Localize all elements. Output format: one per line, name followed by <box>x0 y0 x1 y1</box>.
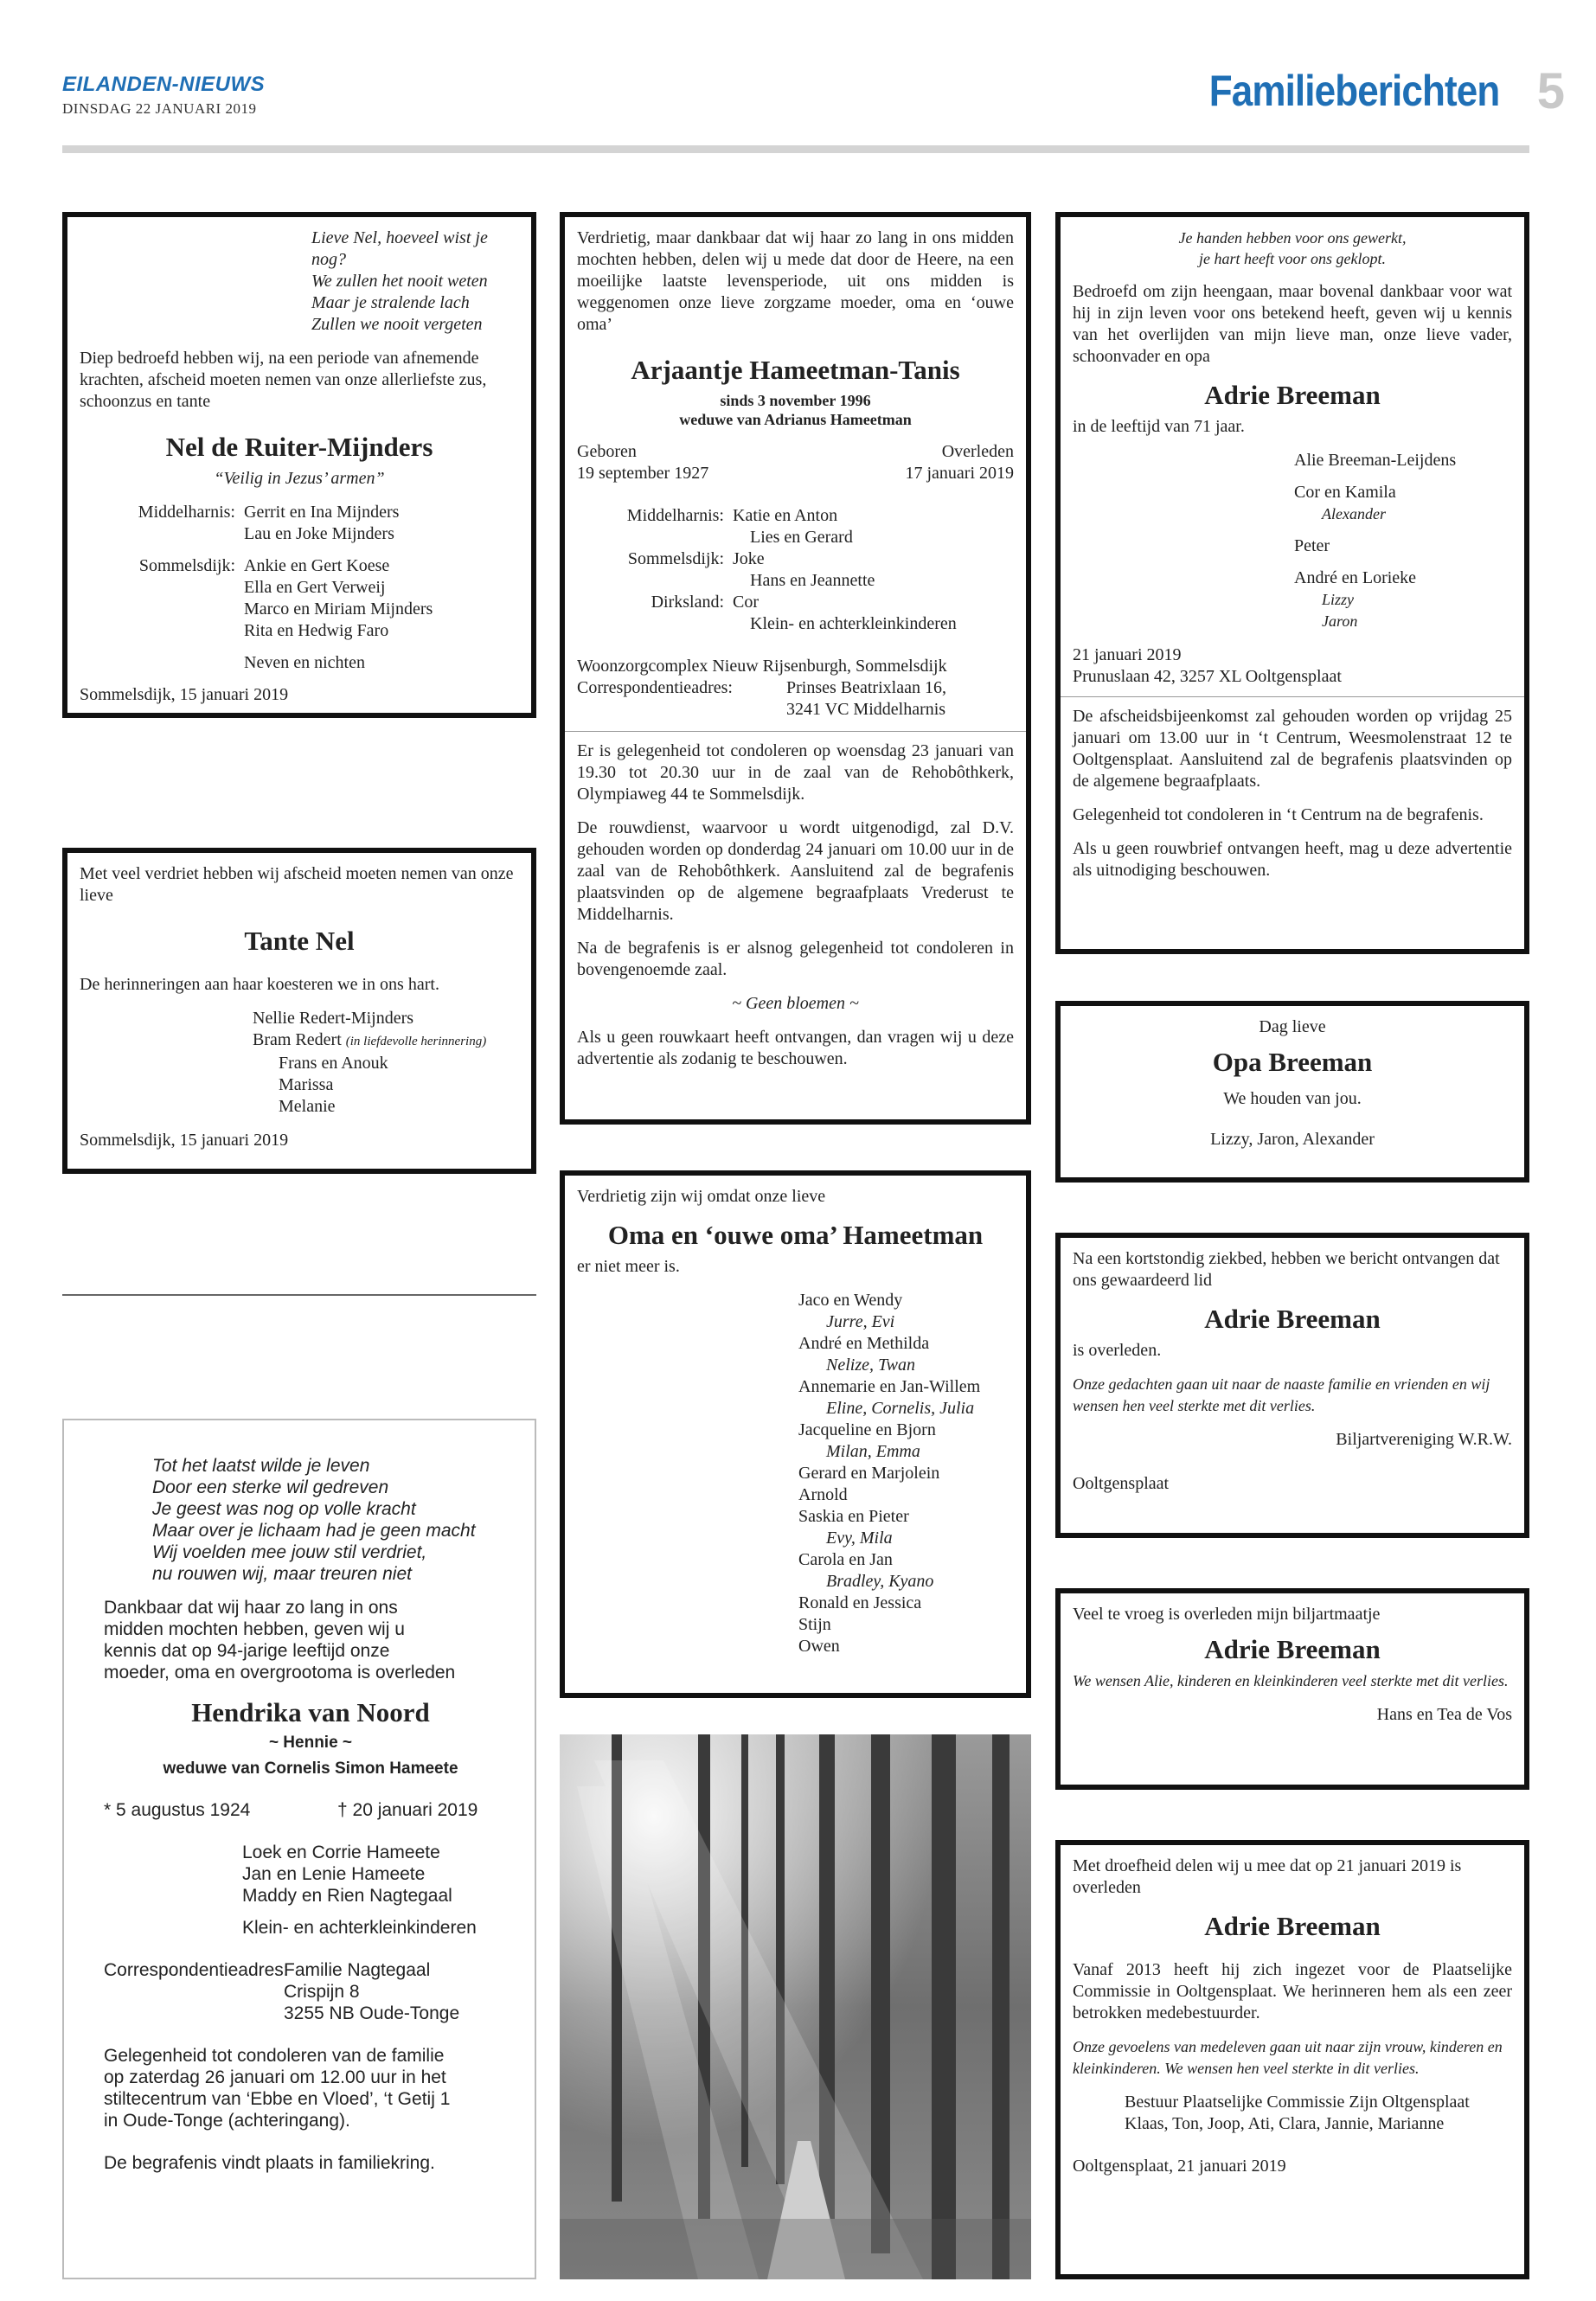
poem <box>311 228 519 336</box>
birth-date: 19 september 1927 <box>577 464 709 483</box>
family-name: Cor en Kamila <box>1294 483 1396 502</box>
service-text: De rouwdienst, waarvoor u wordt uitgenodigd, zal D.V. gehouden worden op donderdag 24 januari om 10.00 uur in de zaal van de Rehobôthkerk. Aansluitend zal de begrafenis plaatsvinden op de algemene begraafplaats Vrederust te Middelharnis. <box>577 818 1014 924</box>
poem-line: Zullen we nooit vergeten <box>311 315 483 334</box>
intro-line: midden mochten hebben, geven wij u <box>104 1619 405 1639</box>
signatories <box>1125 2092 1512 2135</box>
place-label: Dirksland: <box>651 593 724 612</box>
family-group <box>577 592 1014 635</box>
status-line: er niet meer is. <box>577 1257 680 1276</box>
grandchild-names: Jurre, Evi <box>826 1312 895 1331</box>
signatory: Frans en Anouk <box>279 1054 388 1073</box>
notice-nel-de-ruiter <box>62 212 536 718</box>
intro-text: Na een kortstondig ziekbed, hebben we bericht ontvangen dat ons gewaardeerd lid <box>1073 1249 1500 1290</box>
intro-text: Verdrietig zijn wij omdat onze lieve <box>577 1187 826 1206</box>
poem <box>152 1455 517 1585</box>
family-name: Jacqueline en Bjorn <box>798 1420 936 1439</box>
signatory-name: Bram Redert <box>253 1030 342 1049</box>
condole-line: op zaterdag 26 januari om 12.00 uur in het <box>104 2067 446 2087</box>
feelings-text: Onze gevoelens van medeleven gaan uit naar zijn vrouw, kinderen en kleinkinderen. We wensen hen veel sterkte in dit verlies. <box>1073 2038 1503 2077</box>
family-name: Jaco en Wendy <box>798 1291 903 1310</box>
notice-footer: Sommelsdijk, 15 januari 2019 <box>80 685 289 704</box>
family-group <box>80 502 519 545</box>
poem-line: Maar je stralende lach <box>311 293 470 312</box>
tribute-text: Vanaf 2013 heeft hij zich ingezet voor de Plaatselijke Commissie in Ooltgensplaat. We herinneren hem als een zeer betrokken medebestuurder. <box>1073 1960 1512 2022</box>
family-list <box>242 1842 517 1939</box>
family-name: Katie en Anton <box>733 506 838 525</box>
column-divider <box>62 1294 536 1296</box>
family-list <box>1294 450 1512 632</box>
card-text: Als u geen rouwbrief ontvangen heeft, mag u deze advertentie als uitnodiging beschouwen. <box>1073 839 1512 880</box>
place-label: Middelharnis: <box>138 503 235 522</box>
corr-line: 3255 NB Oude-Tonge <box>284 2003 460 2023</box>
life-dates <box>577 441 1014 484</box>
died-label: Overleden <box>941 442 1014 461</box>
signatories <box>253 1008 519 1118</box>
correspondence <box>577 677 1014 721</box>
notice-adrie-breeman-maatje <box>1055 1588 1529 1790</box>
signatory-note: (in liefdevolle herinnering) <box>345 1035 487 1048</box>
since-line: sinds 3 november 1996 <box>720 392 871 409</box>
signatories: Lizzy, Jaron, Alexander <box>1210 1130 1375 1149</box>
corr-label: Correspondentieadres: <box>577 678 733 697</box>
family-extra: Neven en nichten <box>244 653 365 672</box>
no-flowers: ~ Geen bloemen ~ <box>732 994 859 1013</box>
deceased-name: Opa Breeman <box>1212 1047 1373 1077</box>
deceased-name: Arjaantje Hameetman-Tanis <box>631 355 960 385</box>
grandchild-name: Lizzy <box>1322 591 1355 608</box>
signatory: Nellie Redert-Mijnders <box>253 1009 414 1028</box>
family-name: Cor <box>733 593 759 612</box>
family-name: Loek en Corrie Hameete <box>242 1843 440 1862</box>
family-name: Lies en Gerard <box>750 528 853 547</box>
notice-oma-hameetman <box>560 1170 1031 1698</box>
grandchild-names: Nelize, Twan <box>826 1356 915 1375</box>
intro-text: Verdrietig, maar dankbaar dat wij haar zo lang in ons midden mochten hebben, delen wij u mede dat door de Heere, na een moeilijke laatste levensperiode, uit ons midden is weggenomen onze lieve zorgzame moeder, oma en ‘ouwe oma’ <box>577 228 1014 334</box>
place-label: Sommelsdijk: <box>627 549 724 568</box>
deceased-name: Adrie Breeman <box>1204 1911 1381 1941</box>
widow-of: weduwe van Cornelis Simon Hameete <box>163 1759 458 1778</box>
page-number: 5 <box>1536 63 1565 119</box>
place-label: Middelharnis: <box>626 506 724 525</box>
grandchildren-list <box>798 1290 1014 1657</box>
poem-line: Maar over je lichaam had je geen macht <box>152 1521 476 1541</box>
family-name: Annemarie en Jan-Willem <box>798 1377 981 1396</box>
correspondence <box>104 1959 517 2024</box>
life-dates <box>104 1799 517 1821</box>
family-name: André en Methilda <box>798 1334 930 1353</box>
intro-line: kennis dat op 94-jarige leeftijd onze <box>104 1641 390 1661</box>
family-group <box>577 505 1014 548</box>
poem-line: Je handen hebben voor ons gewerkt, <box>1178 229 1407 247</box>
header-rule <box>62 145 1529 153</box>
intro-text: Bedroefd om zijn heengaan, maar bovenal dankbaar voor wat hij in zijn leven voor ons betekend heeft, geven wij u kennis van het overlijden van mijn lieve man, onze lieve vader, schoonvader en opa <box>1073 282 1512 366</box>
family-name: Stijn <box>798 1615 831 1634</box>
poem-line: We zullen het nooit weten <box>311 272 488 291</box>
family-name: Maddy en Rien Nagtegaal <box>242 1886 452 1906</box>
grandchild-names: Bradley, Kyano <box>826 1572 934 1591</box>
notice-adrie-breeman-family <box>1055 212 1529 954</box>
masthead-logo: EILANDEN-NIEUWS <box>62 73 266 96</box>
intro-text: Met droefheid delen wij u mee dat op 21 januari 2019 is overleden <box>1073 1856 1462 1897</box>
memory-line: De herinneringen aan haar koesteren we in ons hart. <box>80 975 439 994</box>
signatory: Hans en Tea de Vos <box>1376 1705 1512 1724</box>
family-group <box>577 548 1014 592</box>
poem-line: je hart heeft voor ons geklopt. <box>1199 250 1386 267</box>
motto: “Veilig in Jezus’ armen” <box>214 469 385 488</box>
deceased-name: Oma en ‘ouwe oma’ Hameetman <box>607 1220 984 1250</box>
condolence-text: Gelegenheid tot condoleren in ‘t Centrum na de begrafenis. <box>1073 805 1484 824</box>
deceased-name: Adrie Breeman <box>1204 1304 1381 1334</box>
death-date: † 20 januari 2019 <box>337 1800 478 1820</box>
family-name: Gerrit en Ina Mijnders <box>244 503 400 522</box>
corr-line: Prinses Beatrixlaan 16, <box>786 678 946 697</box>
family-name: Jan en Lenie Hameete <box>242 1864 426 1884</box>
poem-line: Wij voelden mee jouw stil verdriet, <box>152 1542 427 1562</box>
death-date: 17 januari 2019 <box>905 464 1014 483</box>
family-name: Lau en Joke Mijnders <box>244 524 394 543</box>
poem-line: Tot het laatst wilde je leven <box>152 1456 370 1476</box>
age-line: in de leeftijd van 71 jaar. <box>1073 417 1245 436</box>
notice-adrie-breeman-commissie <box>1055 1840 1529 2279</box>
wish-text: We wensen Alie, kinderen en kleinkinderen veel sterkte met dit verlies. <box>1073 1672 1509 1689</box>
family-name: Marco en Miriam Mijnders <box>244 599 433 619</box>
forest-photo <box>560 1734 1031 2279</box>
family-name: Alie Breeman-Leijdens <box>1294 451 1457 470</box>
signatory: Melanie <box>279 1097 336 1116</box>
poem-line: Je geest was nog op volle kracht <box>152 1499 416 1519</box>
status-line: is overleden. <box>1073 1341 1162 1360</box>
family-name: André en Lorieke <box>1294 568 1417 587</box>
deceased-name: Tante Nel <box>244 926 355 956</box>
family-name: Klein- en achterkleinkinderen <box>242 1918 477 1938</box>
signatory <box>253 1029 519 1053</box>
residence: Woonzorgcomplex Nieuw Rijsenburgh, Sommelsdijk <box>577 657 947 676</box>
meeting-text: De afscheidsbijeenkomst zal gehouden worden op vrijdag 25 januari om 13.00 uur in ‘t Centrum, Weesmolenstraat 12 te Ooltgensplaat. Aansluitend zal de begrafenis plaatsvinden op de algemene begraafplaats. <box>1073 707 1512 791</box>
notice-tante-nel <box>62 848 536 1174</box>
intro-line: Dankbaar dat wij haar zo lang in ons <box>104 1598 398 1618</box>
address: Prunuslaan 42, 3257 XL Ooltgensplaat <box>1073 667 1342 686</box>
condolence-text: Er is gelegenheid tot condoleren op woensdag 23 januari van 19.30 tot 20.30 uur in de zaal van de Rehobôthkerk, Olympiaweg 44 te Sommelsdijk. <box>577 741 1014 804</box>
section-title: Familieberichten <box>1208 67 1499 115</box>
notice-date: 21 januari 2019 <box>1073 645 1182 664</box>
corr-line: Familie Nagtegaal <box>284 1960 431 1980</box>
intro-text: Veel te vroeg is overleden mijn biljartmaatje <box>1073 1605 1381 1624</box>
family-name: Gerard en Marjolein <box>798 1464 940 1483</box>
family-name: Owen <box>798 1637 840 1656</box>
deceased-name: Adrie Breeman <box>1204 1634 1381 1664</box>
born-label: Geboren <box>577 442 637 461</box>
family-name: Ella en Gert Verweij <box>244 578 386 597</box>
corr-line: Crispijn 8 <box>284 1982 360 2002</box>
after-text: Na de begrafenis is er alsnog gelegenheid tot condoleren in bovengenoemde zaal. <box>577 939 1014 979</box>
family-name: Klein- en achterkleinkinderen <box>750 614 957 633</box>
poem-line: Door een sterke wil gedreven <box>152 1477 389 1497</box>
poem <box>1073 228 1512 269</box>
notice-adrie-breeman-biljart <box>1055 1233 1529 1538</box>
family-name: Ronald en Jessica <box>798 1593 922 1612</box>
notice-arjaantje-hameetman <box>560 212 1031 1125</box>
grandchild-name: Jaron <box>1322 612 1358 630</box>
deceased-name: Hendrika van Noord <box>191 1697 430 1727</box>
love-line: We houden van jou. <box>1223 1089 1362 1108</box>
signatory: Marissa <box>279 1075 334 1094</box>
burial-text: De begrafenis vindt plaats in familiekring. <box>104 2153 435 2173</box>
condole-line: in Oude-Tonge (achteringang). <box>104 2111 350 2131</box>
poem-line: Lieve Nel, hoeveel wist je nog? <box>311 228 488 269</box>
grandchild-names: Eline, Cornelis, Julia <box>826 1399 975 1418</box>
intro-text <box>104 1597 517 1683</box>
family-group <box>80 555 519 642</box>
corr-label: Correspondentieadres: <box>104 1960 289 1980</box>
condole-line: Gelegenheid tot condoleren van de familie <box>104 2046 445 2066</box>
notice-footer: Ooltgensplaat, 21 januari 2019 <box>1073 2157 1286 2176</box>
notice-hendrika-van-noord <box>62 1419 536 2279</box>
notice-opa-breeman <box>1055 1001 1529 1183</box>
family-name: Carola en Jan <box>798 1550 893 1569</box>
deceased-name: Nel de Ruiter-Mijnders <box>165 432 433 462</box>
corr-line: 3241 VC Middelharnis <box>786 700 946 719</box>
family-name: Peter <box>1294 536 1330 555</box>
notice-footer: Sommelsdijk, 15 januari 2019 <box>80 1131 289 1150</box>
condolence-text <box>104 2045 517 2131</box>
family-name: Joke <box>733 549 765 568</box>
family-name: Hans en Jeannette <box>750 571 875 590</box>
nickname: ~ Hennie ~ <box>268 1734 353 1752</box>
signatory: Bestuur Plaatselijke Commissie Zijn Oltgensplaat <box>1125 2093 1470 2112</box>
grandchild-name: Alexander <box>1322 505 1386 522</box>
grandchild-names: Evy, Mila <box>826 1529 893 1548</box>
intro-line: moeder, oma en overgrootoma is overleden <box>104 1663 456 1682</box>
intro-text: Dag lieve <box>1259 1017 1326 1036</box>
birth-date: * 5 augustus 1924 <box>104 1800 251 1820</box>
deceased-name: Adrie Breeman <box>1204 380 1381 410</box>
family-name: Rita en Hedwig Faro <box>244 621 389 640</box>
notice-footer: Ooltgensplaat <box>1073 1474 1170 1493</box>
place-label: Sommelsdijk: <box>138 556 235 575</box>
poem-line: nu rouwen wij, maar treuren niet <box>152 1564 412 1584</box>
condole-line: stiltecentrum van ‘Ebbe en Vloed’, ‘t Getij 1 <box>104 2089 451 2109</box>
signatory: Biljartvereniging W.R.W. <box>1336 1430 1512 1449</box>
issue-date: DINSDAG 22 JANUARI 2019 <box>62 100 257 117</box>
intro-text: Met veel verdriet hebben wij afscheid moeten nemen van onze lieve <box>80 864 514 905</box>
thoughts-text: Onze gedachten gaan uit naar de naaste familie en vrienden en wij wensen hen veel sterkte met dit verlies. <box>1073 1375 1490 1414</box>
family-name: Ankie en Gert Koese <box>244 556 390 575</box>
card-text: Als u geen rouwkaart heeft ontvangen, dan vragen wij u deze advertentie als zodanig te beschouwen. <box>577 1028 1014 1068</box>
intro-text: Diep bedroefd hebben wij, na een periode van afnemende krachten, afscheid moeten nemen van onze allerliefste zus, schoonzus en tante <box>80 349 487 411</box>
family-name: Arnold <box>798 1485 848 1504</box>
family-name: Saskia en Pieter <box>798 1507 909 1526</box>
grandchild-names: Milan, Emma <box>826 1442 920 1461</box>
widow-of: weduwe van Adrianus Hameetman <box>679 411 912 428</box>
signatory: Klaas, Ton, Joop, Ati, Clara, Jannie, Marianne <box>1125 2114 1445 2133</box>
